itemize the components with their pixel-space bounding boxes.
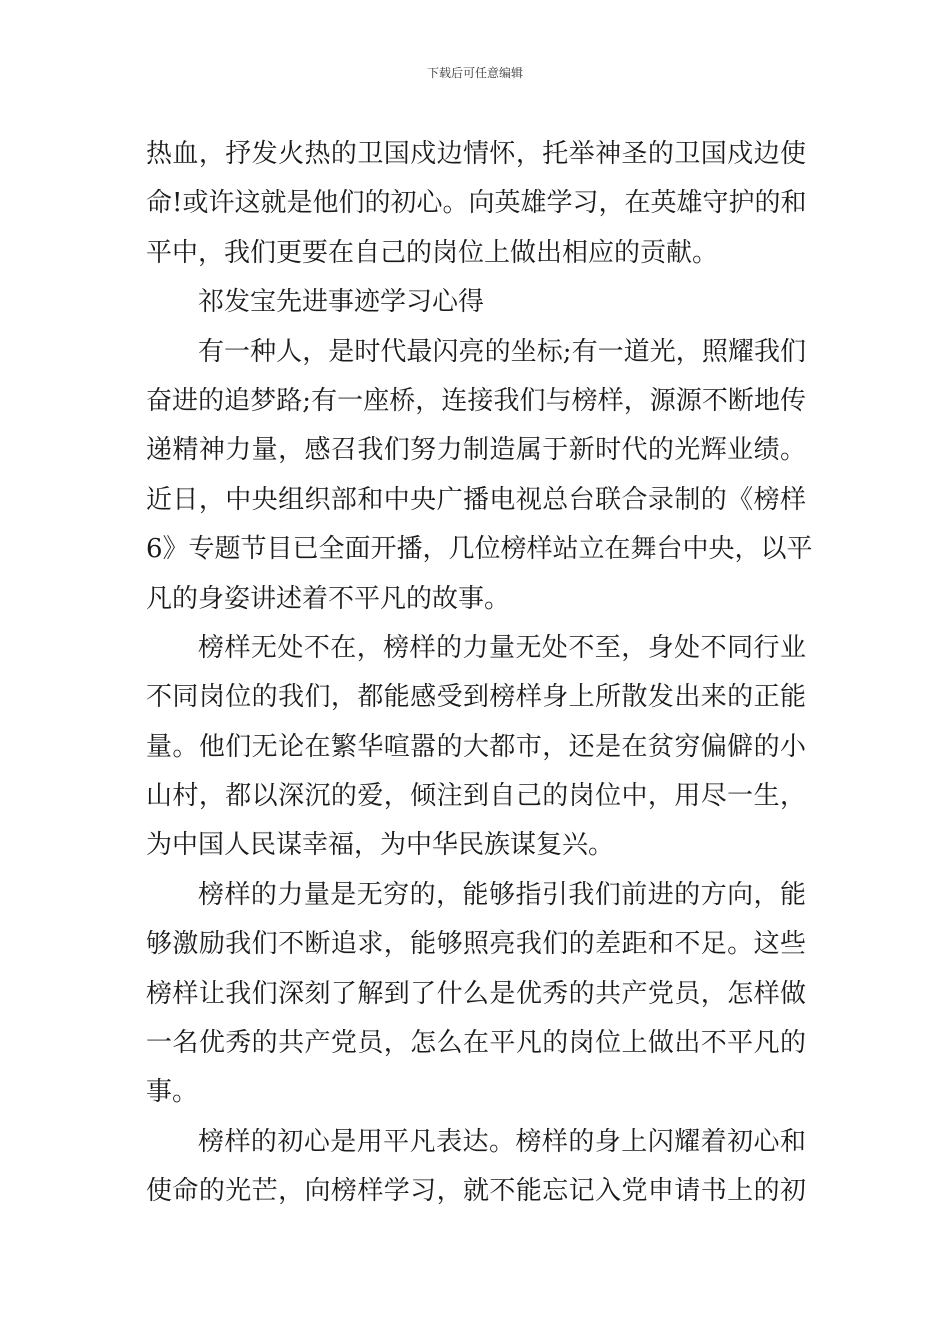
- text-line: 凡的身姿讲述着不平凡的故事。: [146, 583, 511, 614]
- text-line: 榜样无处不在，榜样的力量无处不至，身处不同行业: [198, 632, 806, 663]
- text-line: 榜样让我们深刻了解到了什么是优秀的共产党员，怎样做: [146, 978, 806, 1009]
- text-line: 事。: [146, 1077, 199, 1108]
- text-line: 榜样的力量是无穷的，能够指引我们前进的方向，能: [198, 879, 806, 910]
- text-line: 不同岗位的我们，都能感受到榜样身上所散发出来的正能: [146, 682, 806, 713]
- document-body: [146, 130, 813, 1217]
- text-line: 近日，中央组织部和中央广播电视总台联合录制的《榜样: [146, 484, 806, 515]
- text-line: 有一种人，是时代最闪亮的坐标;有一道光，照耀我们: [198, 336, 806, 367]
- text-line: 热血，抒发火热的卫国戍边情怀，托举神圣的卫国戍边使: [146, 139, 806, 169]
- text-line: 为中国人民谋幸福，为中华民族谋复兴。: [146, 830, 615, 861]
- text-line: 够激励我们不断追求，能够照亮我们的差距和不足。这些: [146, 929, 806, 960]
- text-line: 6》专题节目已全面开播，几位榜样站立在舞台中央，以平: [146, 534, 813, 565]
- section-title: 祁发宝先进事迹学习心得: [198, 287, 485, 318]
- text-line: 山村，都以深沉的爱，倾注到自己的岗位中，用尽一生，: [146, 781, 806, 812]
- page-header: 下载后可任意编辑: [426, 66, 523, 80]
- text-line: 使命的光芒，向榜样学习，就不能忘记入党申请书上的初: [146, 1176, 806, 1207]
- text-line: 平中，我们更要在自己的岗位上做出相应的贡献。: [146, 237, 719, 268]
- text-line: 奋进的追梦路;有一座桥，连接我们与榜样，源源不断地传: [146, 385, 806, 416]
- text-line: 榜样的初心是用平凡表达。榜样的身上闪耀着初心和: [198, 1126, 806, 1157]
- text-line: 递精神力量，感召我们努力制造属于新时代的光辉业绩。: [146, 435, 806, 466]
- text-line: 一名优秀的共产党员，怎么在平凡的岗位上做出不平凡的: [146, 1028, 806, 1059]
- text-line: 命!或许这就是他们的初心。向英雄学习，在英雄守护的和: [146, 188, 807, 219]
- text-line: 量。他们无论在繁华喧嚣的大都市，还是在贫穷偏僻的小: [146, 731, 806, 762]
